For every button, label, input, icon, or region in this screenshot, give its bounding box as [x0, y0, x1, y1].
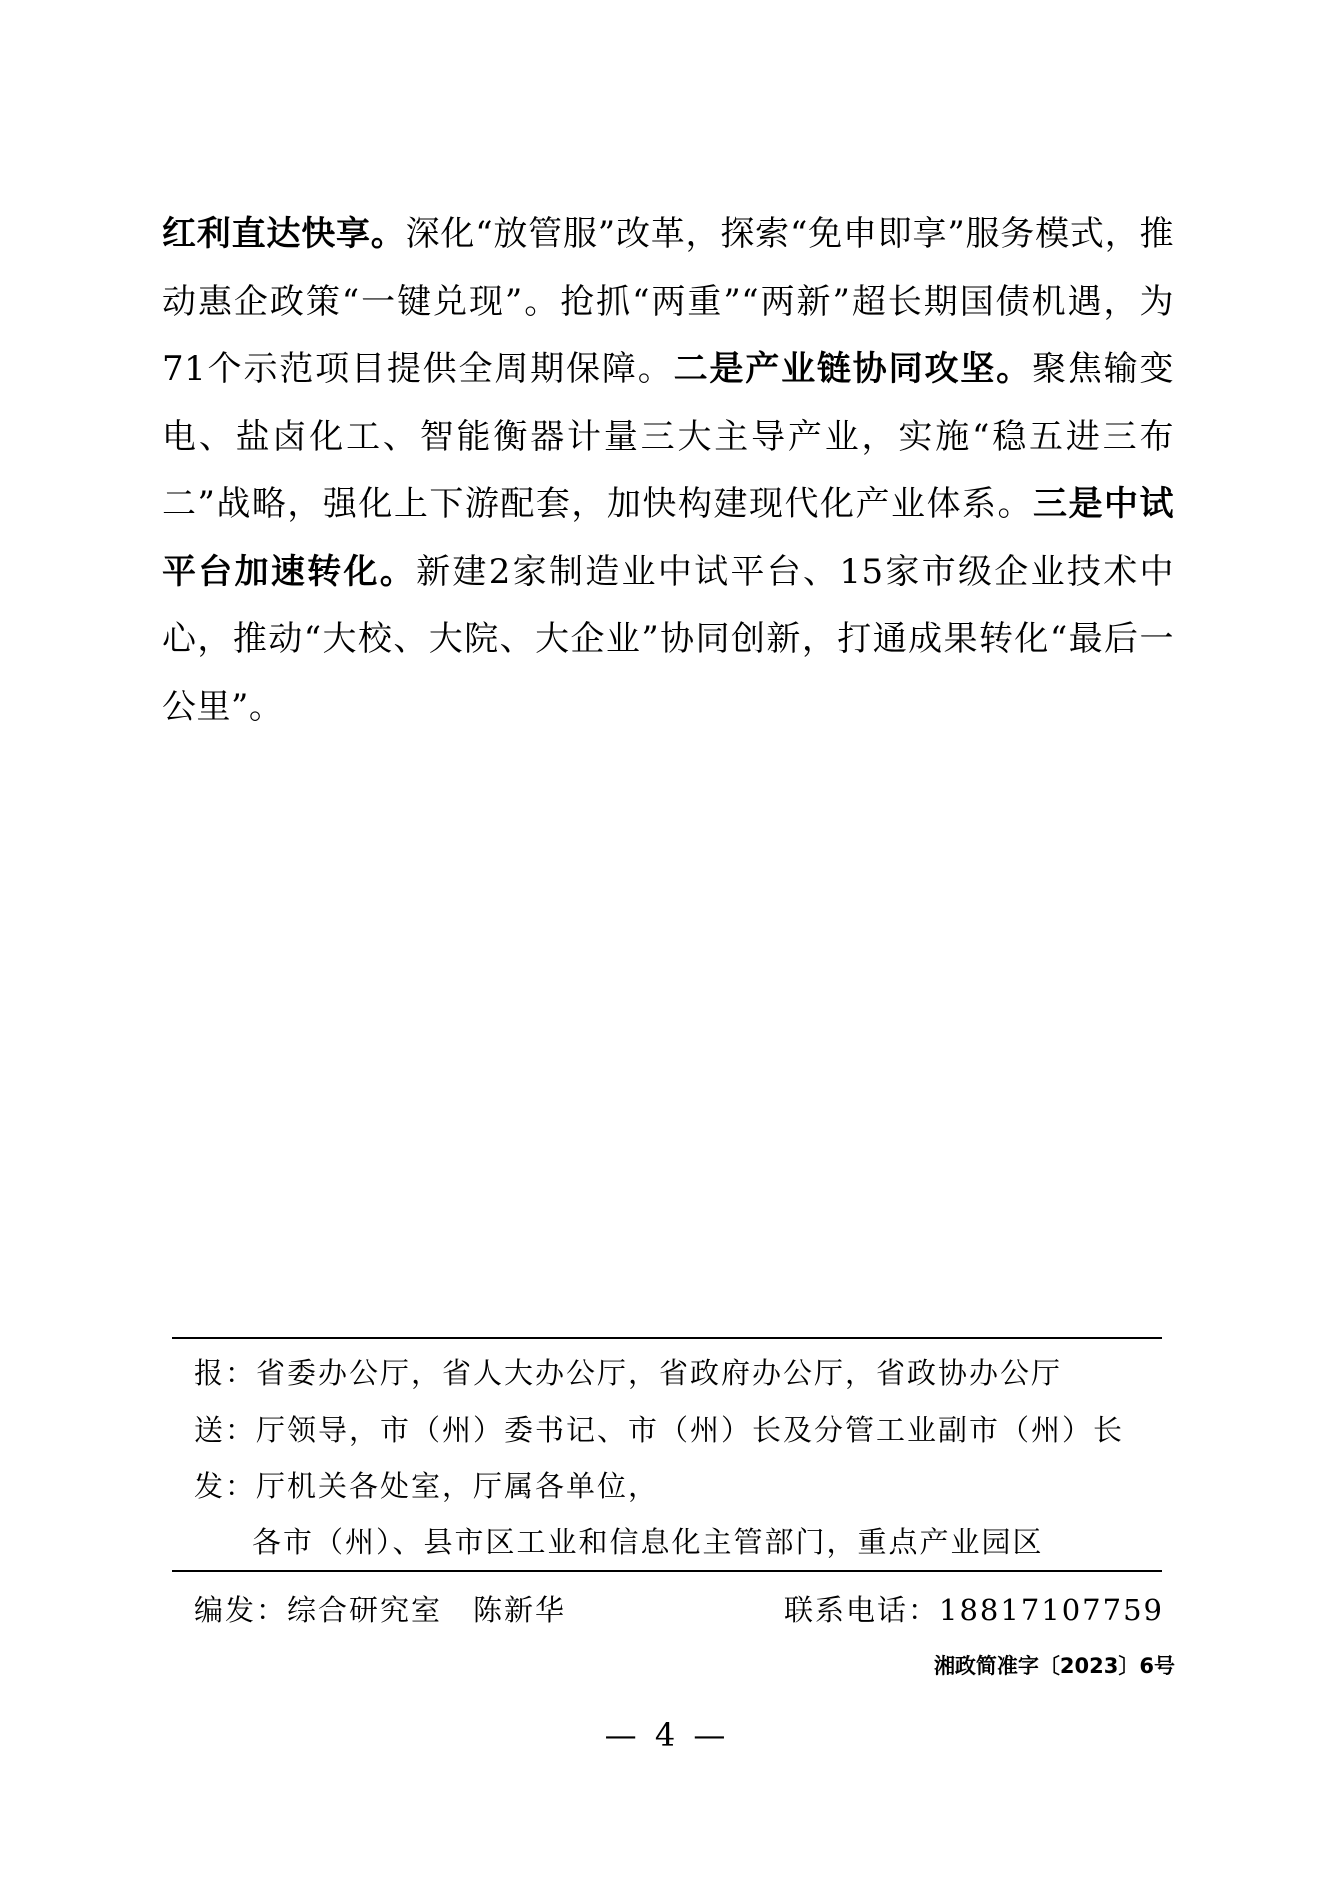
distribution-send-line — [194, 1410, 1164, 1450]
issue-recipients-continued: 各市（州）、县市区工业和信息化主管部门，重点产业园区 — [252, 1525, 1044, 1559]
highlight-phrase-1: 红利直达快享。 — [162, 214, 406, 254]
report-recipients: 省委办公厅，省人大办公厅，省政府办公厅，省政协办公厅 — [256, 1356, 1063, 1390]
distribution-report-line — [194, 1353, 1164, 1393]
body-text-3: 新建2家制造业中试平台、15家市级企业技术中心，推动“大校、大院、大企业”协同创新，打通成果转化“最后一公里”。 — [162, 551, 1174, 727]
distribution-bottom-rule — [172, 1570, 1162, 1572]
page-number: — 4 — — [604, 1716, 730, 1754]
issue-label: 发： — [194, 1469, 257, 1503]
issue-recipients: 厅机关各处室，厅属各单位， — [256, 1469, 660, 1503]
body-paragraph — [162, 201, 1174, 741]
report-label: 报： — [194, 1356, 257, 1390]
body-text-1: 深化“放管服”改革，探索“免申即享”服务模式，推动惠企政策“一键兑现”。抢抓“两重”“两新”超长期国债机遇，为71个示范项目提供全周期保障。 — [162, 214, 1174, 389]
body-text-2: 聚焦输变电、盐卤化工、智能衡器计量三大主导产业，实施“稳五进三布二”战略，强化上下游配套，加快构建现代化产业体系。 — [162, 349, 1175, 524]
send-label: 送： — [194, 1413, 257, 1447]
distribution-issue-line — [194, 1466, 1164, 1506]
send-recipients: 厅领导，市（州）委书记、市（州）长及分管工业副市（州）长 — [256, 1413, 1125, 1447]
highlight-phrase-2: 二是产业链协同攻坚。 — [673, 349, 1032, 389]
highlight-phrase-3: 三是中试平台加速转化。 — [162, 484, 1174, 592]
distribution-issue-line-2 — [252, 1522, 1222, 1562]
distribution-top-rule — [172, 1337, 1162, 1339]
contact-phone: 联系电话：18817107759 — [784, 1593, 1164, 1627]
editor-info: 编发：综合研究室 陈新华 — [194, 1593, 567, 1627]
editor-row — [194, 1590, 1164, 1630]
approval-number: 湘政简准字〔2023〕6号 — [933, 1654, 1175, 1678]
